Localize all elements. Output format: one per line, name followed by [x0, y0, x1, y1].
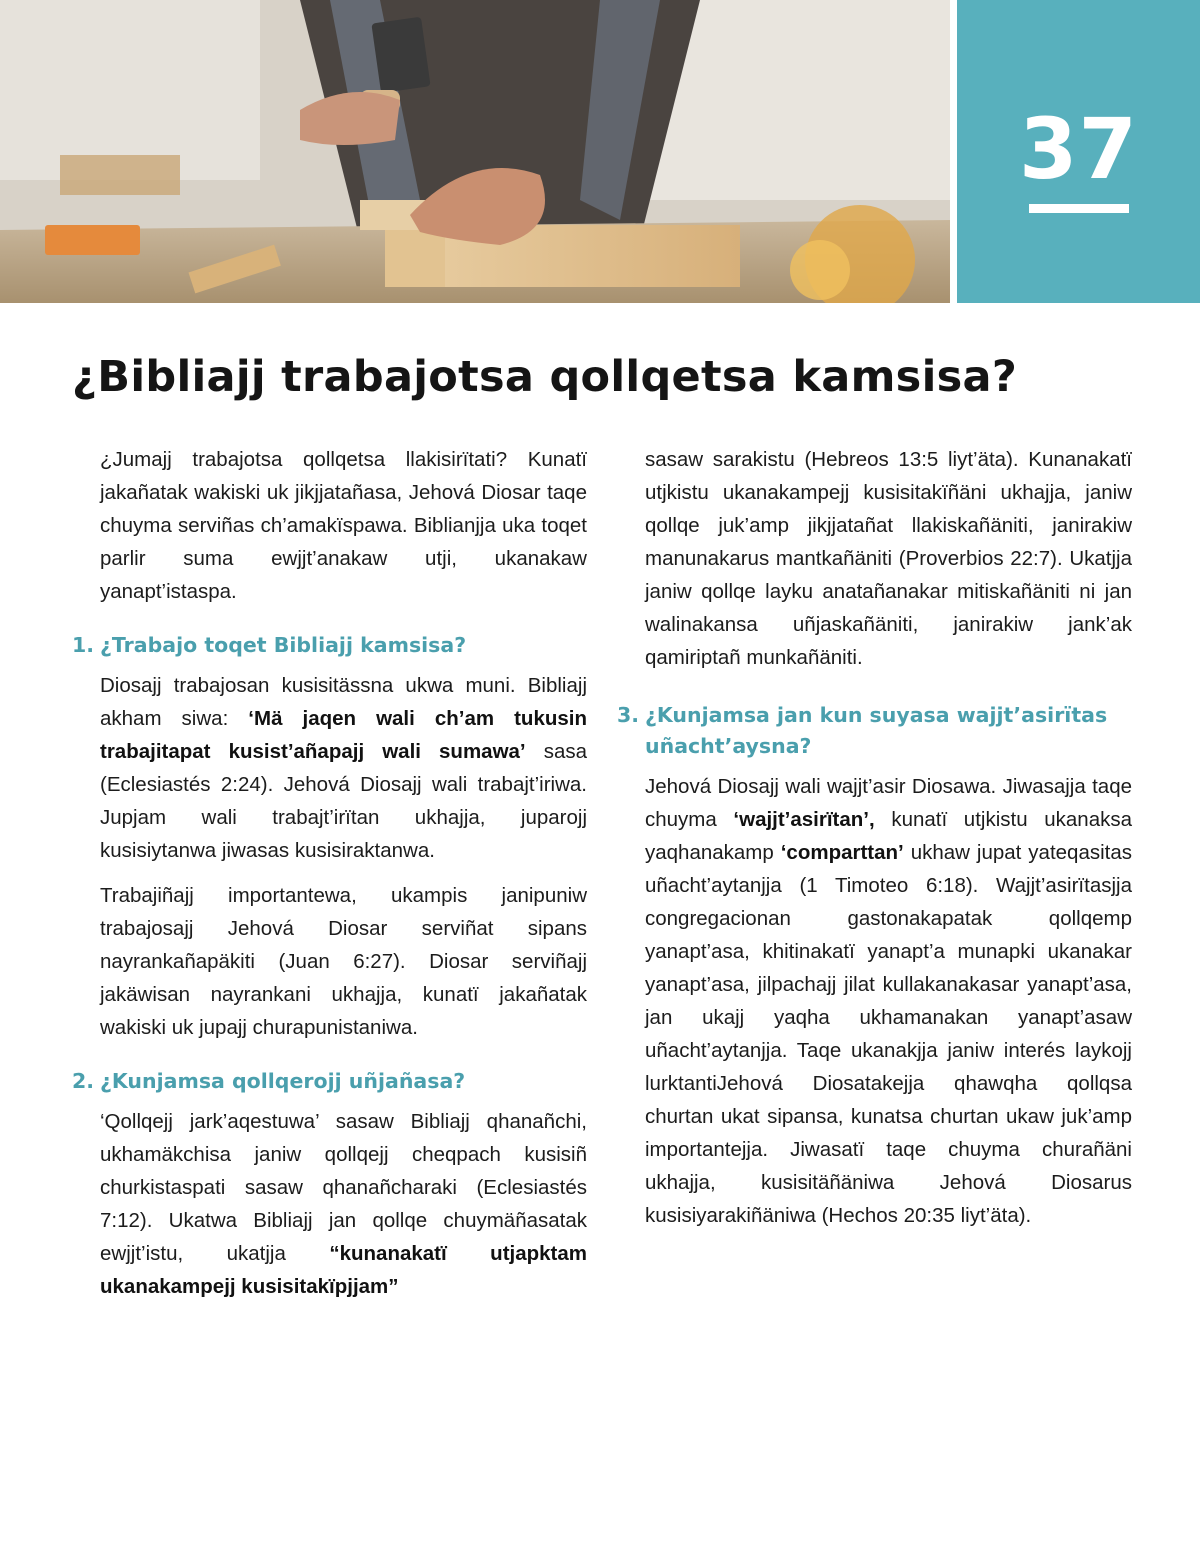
section-3-paragraph-1	[645, 770, 1132, 1232]
text-run: ukhaw jupat yateqasitas uñacht’aytanjja (1 Timoteo 6:18). Wajjt’asirïtasjja congregacionan gastonakapatak qollqemp yanapt’asa, khitinakatï yanapt’a munapki ukanakar yanapt’asa, jilpachajj jilat kullakanakasar yanapt’asa, jan ukajj yaqha ukhamanakan yanapt’asaw uñacht’aytanjja. Taqe ukanakjja janiw interés laykojj lurktantiJehová Diosatakejja qhawqha qollqsa churtan ukat sipansa, kunatsa churtan ukaw juk’amp importantejja. Jiwasatï taqe chuyma churañäni ukhajja, kusisitäñäniwa Jehová Diosarus kusisiyarakiñäniwa (Hechos 20:35 liyt’äta).	[645, 841, 1133, 1227]
header-photo	[0, 0, 950, 303]
section-1-heading	[72, 630, 587, 661]
page-title: ¿Bibliajj trabajotsa qollqetsa kamsisa?	[72, 352, 1018, 402]
section-1-paragraph-2: Trabajiñajj importantewa, ukampis janipuniw trabajosajj Jehová Diosar serviñat sipans nayrankañapäkiti (Juan 6:27). Diosar serviñajj jakäwisan nayrankani ukhajja, kunatï jakañatak wakiski uk jupajj churapunistaniwa.	[100, 884, 587, 1039]
text-run: sasa (Eclesiastés 2:24). Jehová Diosajj wali trabajt’iriwa. Jupjam wali trabajt’irïtan ukhajja, juparojj kusisiytanwa jiwasas kusisiraktanwa.	[100, 740, 587, 862]
left-column	[72, 443, 587, 1315]
text-run: Jehová Diosajj wali wajjt’asir Diosawa. Jiwasajja taqe chuyma	[645, 775, 1132, 831]
section-3-heading	[617, 700, 1132, 762]
intro-paragraph: ¿Jumajj trabajotsa qollqetsa llakisirïtati? Kunatï jakañatak wakiski uk jikjjatañasa, Jehová Diosar taqe chuyma serviñas ch’amakïspawa. Biblianjja uka toqet parlir suma ewjjt’anakaw utji, ukanakaw yanapt’istaspa.	[100, 448, 587, 603]
section-1-paragraph-1	[100, 669, 587, 867]
section-1-title: ¿Trabajo toqet Bibliajj kamsisa?	[100, 633, 467, 657]
section-3-title: ¿Kunjamsa jan kun suyasa wajjt’asirïtas uñacht’aysna?	[645, 703, 1108, 758]
bold-quote: “kunanakatï utjapktam ukanakampejj kusisitakïpjjam”	[100, 1242, 587, 1298]
section-2-number: 2.	[72, 1069, 95, 1093]
bold-term: ‘wajjt’asirïtan’,	[733, 808, 875, 831]
section-2-paragraph-1	[100, 1105, 587, 1303]
text-run: kunatï utjkistu ukanaksa yaqhanakamp	[645, 808, 1132, 864]
bold-term: ‘comparttan’	[780, 841, 904, 864]
section-2-paragraph-1-continued: sasaw sarakistu (Hebreos 13:5 liyt’äta). Kunanakatï utjkistu ukanakampejj kusisitakïñäni ukhajja, janiw qollqe juk’amp jikjjatañat llakiskañäniti, janirakiw manunakarus mantkañäniti (Proverbios 22:7). Ukatjja janiw qollqe layku anatañanakar mitiskañäniti ni jan walinakansa uñjaskañäniti, janirakiw jank’ak qamiriptañ munkañäniti.	[645, 448, 1132, 669]
right-column	[617, 443, 1133, 1244]
text-run: ‘Qollqejj jark’aqestuwa’ sasaw Bibliajj qhanañchi, ukhamäkchisa janiw qollqejj cheqpach kusisiñ churkistaspati sasaw qhanañcharaki (Eclesiastés 7:12). Ukatwa Bibliajj jan qollqe chuymäñasatak ewjjt’istu, ukatjja	[100, 1110, 587, 1265]
bold-quote: ‘Mä jaqen wali ch’am tukusin trabajitapat kusist’añapajj wali sumawa’	[100, 707, 587, 763]
section-1-number: 1.	[72, 633, 95, 657]
chapter-badge	[957, 0, 1200, 303]
chapter-number: 37	[1019, 100, 1138, 198]
chapter-underline	[1029, 204, 1129, 213]
section-3-number: 3.	[617, 703, 640, 727]
section-2-title: ¿Kunjamsa qollqerojj uñjañasa?	[100, 1069, 466, 1093]
section-2-heading	[72, 1066, 587, 1097]
text-run: Diosajj trabajosan kusisitässna ukwa muni. Bibliajj akham siwa:	[100, 674, 587, 730]
carpenter-photo-icon	[0, 0, 950, 303]
